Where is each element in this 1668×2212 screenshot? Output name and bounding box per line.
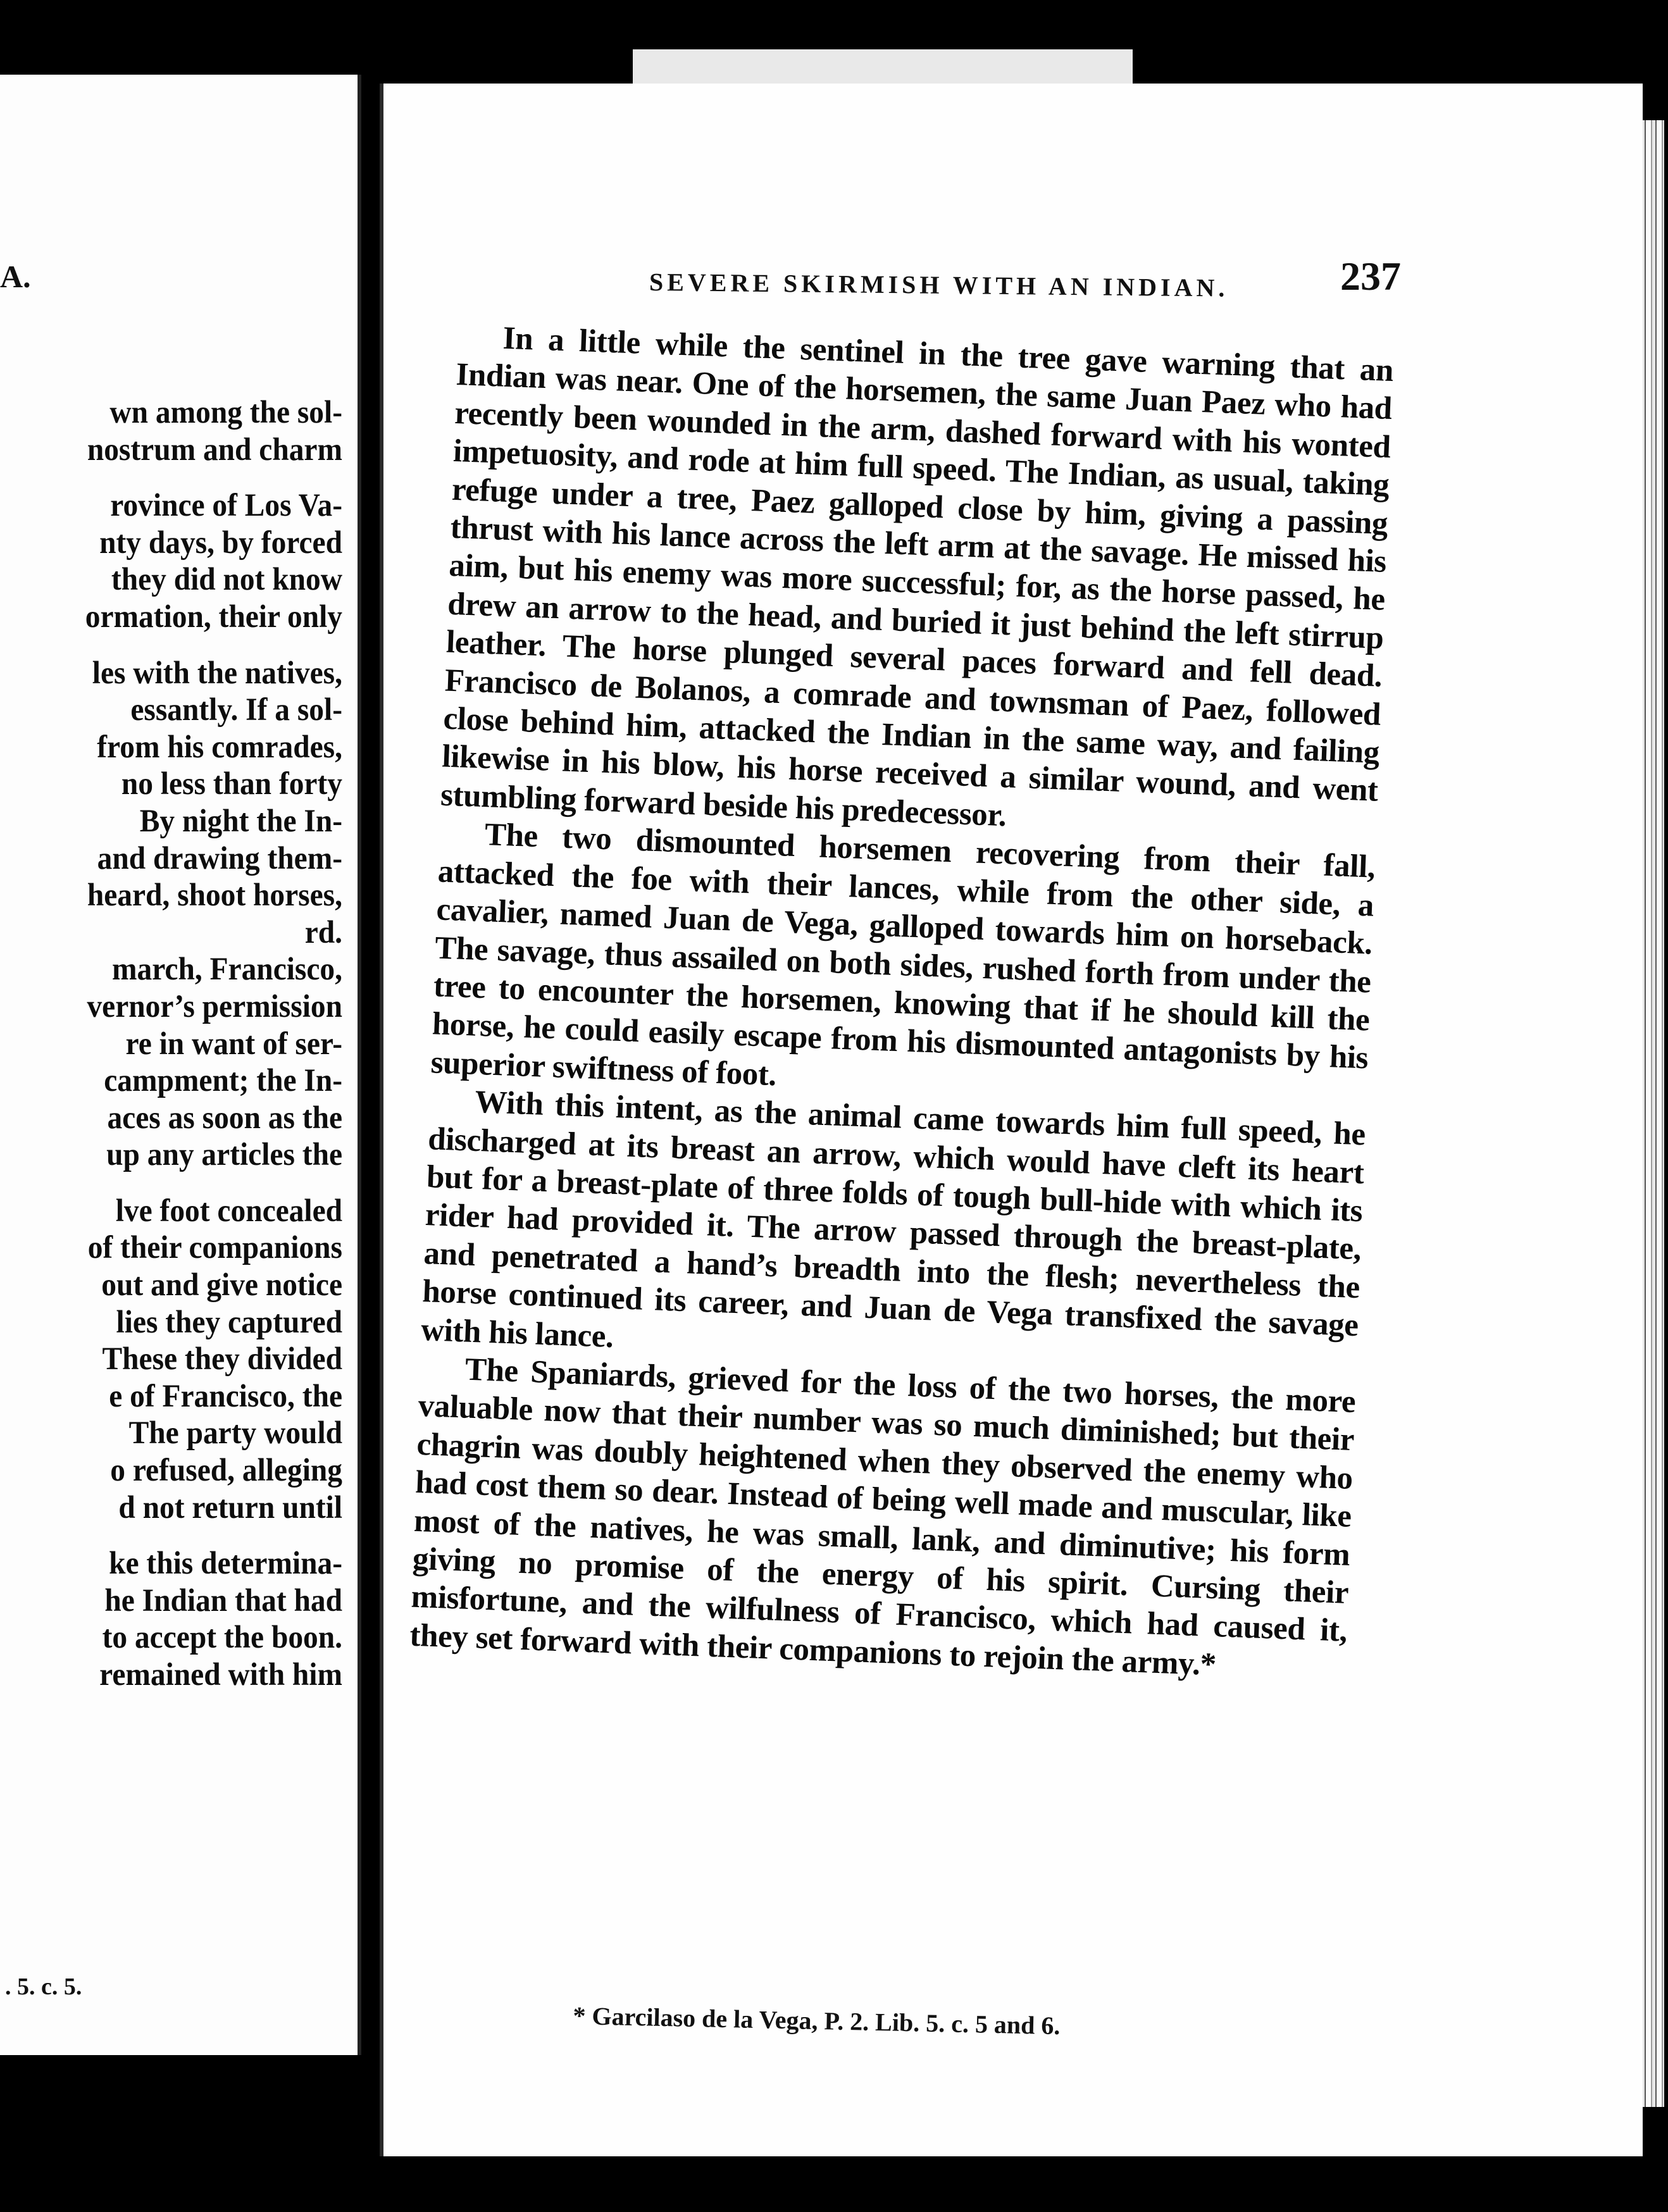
left-page-line <box>13 636 342 655</box>
left-page-line: he Indian that had <box>104 1582 343 1619</box>
running-head: SEVERE SKIRMISH WITH AN INDIAN. <box>649 268 1229 302</box>
left-page-line <box>13 1526 342 1545</box>
left-page-line: lies they captured <box>116 1304 343 1340</box>
left-page-line: These they divided <box>102 1341 342 1377</box>
left-page-line: and drawing them- <box>97 840 342 876</box>
left-page-line: The party would <box>128 1415 342 1451</box>
left-page-line: campment; the In- <box>104 1063 342 1099</box>
paragraph: The Spaniards, grieved for the loss of the two horses, the more valuable now that their number was so much diminished; but their chagrin was doubly heightened when they observed the enemy who had cost them so dear. Instead of being well made and muscular, like most of the natives, he was small, lank, and diminutive; his form giving no promise of the energy of his spirit. Cursing their misfortune, and the wilfulness of Francisco, which had caused it, they set forward with their companions to rejoin the army.* <box>409 1351 1357 1683</box>
left-page-line: they did not know <box>111 562 342 598</box>
left-page-line: lve foot concealed <box>115 1193 342 1229</box>
left-page-line: of their companions <box>87 1230 342 1266</box>
left-page-text <box>0 394 342 1694</box>
left-page-line: nostrum and charm <box>87 432 342 468</box>
left-page-header: A. <box>0 259 31 294</box>
left-page-line: rovince of Los Va- <box>110 488 343 524</box>
left-page-line <box>13 468 342 487</box>
left-page-line: from his comrades, <box>97 729 342 765</box>
left-page-line: re in want of ser- <box>125 1026 342 1062</box>
left-page-line: out and give notice <box>101 1267 342 1303</box>
left-page-line: march, Francisco, <box>112 952 343 988</box>
left-page-footnote: . 5. c. 5. <box>5 1973 82 2000</box>
paragraph: In a little while the sentinel in the tree gave warning that an Indian was near. One of the horsemen, the same Juan Paez who had recently been wounded in the arm, dashed forward with his wonted impetuosity, and rode at him full speed. The Indian, as usual, taking refuge under a tree, Paez galloped close by him, giving a passing thrust with his lance across the left arm at the savage. He missed his aim, but his enemy was more successful; for, as the horse passed, he drew an arrow to the head, and buried it just behind the left stirrup leather. The horse plunged several paces forward and fell dead. Francisco de Bolanos, a comrade and townsman of Paez, followed close behind him, attacked the Indian in the same way, and failing likewise in his blow, his horse received a similar wound, and went stumbling forward beside his predecessor. <box>440 320 1394 834</box>
left-page-line <box>13 1174 342 1193</box>
paragraph: With this intent, as the animal came towards him full speed, he discharged at its breast an arrow, which would have cleft its heart but for a breast-plate of three folds of tough bull-hide with which its rider had provided it. The arrow passed through the breast-plate, and penetrated a hand’s breadth into the flesh; nevertheless the horse continued its career, and Juan de Vega transfixed the savage with his lance. <box>420 1084 1366 1355</box>
left-page-line: no less than forty <box>121 766 342 802</box>
left-page-line: vernor’s permission <box>87 988 342 1024</box>
left-page-line: aces as soon as the <box>107 1100 342 1136</box>
left-page-line: o refused, alleging <box>110 1453 343 1489</box>
left-page-line: heard, shoot horses, <box>87 878 342 914</box>
left-page-line: les with the natives, <box>92 655 343 691</box>
left-page-line: rd. <box>304 914 342 950</box>
left-page-line: nty days, by forced <box>99 525 342 561</box>
page-number: 237 <box>1340 254 1401 299</box>
right-page <box>380 84 1643 2156</box>
left-page <box>0 75 361 2055</box>
left-page-line: ke this determina- <box>109 1546 342 1582</box>
left-page-line: d not return until <box>118 1489 342 1525</box>
left-page-line: remained with him <box>99 1657 342 1693</box>
left-page-line: ormation, their only <box>85 599 342 635</box>
left-page-line: By night the In- <box>139 803 343 839</box>
left-page-line: to accept the boon. <box>102 1620 342 1656</box>
left-page-line: e of Francisco, the <box>109 1378 342 1414</box>
body-text <box>409 318 1394 1689</box>
left-page-line: wn among the sol- <box>109 395 342 430</box>
footnote: * Garcilaso de la Vega, P. 2. Lib. 5. c. 5 and 6. <box>573 2001 1061 2041</box>
left-page-line: up any articles the <box>106 1137 342 1173</box>
left-page-line: essantly. If a sol- <box>130 692 342 728</box>
paragraph: The two dismounted horsemen recovering from their fall, attacked the foe with their lances, while from the other side, a cavalier, named Juan de Vega, galloped towards him on horseback. The savage, thus assailed on both sides, rushed forth from under the tree to encounter the horsemen, knowing that if he should kill the horse, he could easily escape from his dismounted antagonists by his superior swiftness of foot. <box>430 817 1376 1093</box>
